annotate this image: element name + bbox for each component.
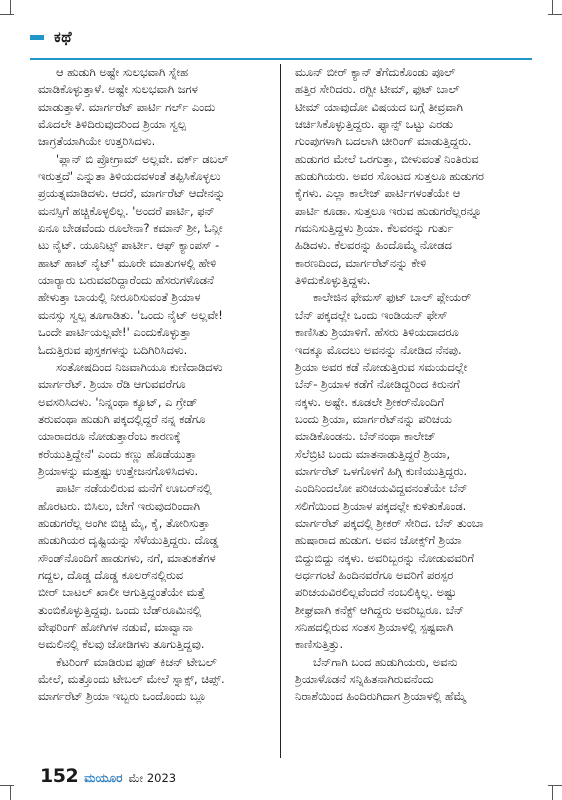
crop-mark-top-left (10, 0, 11, 14)
paragraph: ಆ ಹುಡುಗಿ ಅಷ್ಟೇ ಸುಲಭವಾಗಿ ಸ್ನೇಹ ಮಾಡಿಕೊಳ್ಳುತ್ತಾಳೆ. ಅಷ್ಟೇ ಸುಲಭವಾಗಿ ಜಗಳ ಮಾಡುತ್ತಾಳೆ. ಮಾರ್ಗರೆಟ್ ಪಾರ್ಟಿ ಗರ್ಲ್ ಎಂದು ಮೊದಲೇ ತಿಳಿದಿರುವುದರಿಂದ ಶ್ರಿಯಾ ಸ್ವಲ್ಪ ಜಾಗ್ರತೆಯಾಗಿಯೇ ಉತ್ತರಿಸಿದಳು. (38, 65, 216, 149)
paragraph: ಸಂತೋಷದಿಂದ ನಿಜವಾಗಿಯೂ ಕುಣಿದಾಡಿದಳು ಮಾರ್ಗರೆಟ್. ಶ್ರಿಯಾ ರೆಡಿ ಆಗುವವರೆಗೂ ಅವಸರಿಸಿದಳು. 'ನಿನ್ನಂಥಾ ಕ್ಯೂಟ್, ಎ ಗ್ರೇಡ್ ತರುವಂಥಾ ಹುಡುಗಿ ಪಕ್ಕದಲ್ಲಿದ್ದರೆ ನನ್ನ ಕಡೆಗೂ ಯಾರಾದರೂ ನೋಡುತ್ತಾರೆಂಬ ಕಾರಣಕ್ಕೆ ಕರೆಯುತ್ತಿದ್ದೇನೆ' ಎಂದು ಕಣ್ಣು ಹೊಡೆಯುತ್ತಾ ಶ್ರಿಯಾಳನ್ನು ಮತ್ತಷ್ಟು ಉತ್ತೇಜನಗೊಳಿಸಿದಳು. (38, 359, 223, 478)
text-column-right (295, 64, 527, 758)
issue-date: ಮೇ 2023 (128, 771, 177, 785)
accent-bar (30, 35, 44, 40)
text-column-left (38, 64, 270, 758)
column-divider (280, 64, 281, 758)
paragraph: ಬೆನ್‌ಗಾಗಿ ಬಂದ ಹುಡುಗಿಯರು, ಅವನು ಶ್ರಿಯಾಳೊಡನೆ ಸನ್ನಿಹಿತನಾಗಿರುವನೆಂದು ನಿರಾಶೆಯಿಂದ ಹಿಂದಿರುಗಿದಾಗ ಶ್ರಿಯಾಳಲ್ಲಿ ಹೆಮ್ಮೆ (295, 654, 467, 704)
paragraph: ಪಾರ್ಟಿ ನಡೆಯಲಿರುವ ಮನೆಗೆ ಊಬರ್‌ನಲ್ಲಿ ಹೊರಟರು. ಬಿಸಿಲು, ಬೇಗೆ ಇರುವುದರಿಂದಾಗಿ ಹುಡುಗರೆಲ್ಲ ಅಂಗೀ ಬಿಚ್ಚಿ ಮೈ, ಕೈ, ತೋರಿಸುತ್ತಾ ಹುಡುಗಿಯರ ದೃಷ್ಟಿಯನ್ನು ಸೆಳೆಯುತ್ತಿದ್ದರು. ದೊಡ್ಡ ಸೌಂಡ್‌ನೊಂದಿಗೆ ಹಾಡುಗಳು, ನಗೆ, ಮಾತುಕತೆಗಳ ಗದ್ದಲ, ದೊಡ್ಡ ದೊಡ್ಡ ಕೂಲರ್‌ನಲ್ಲಿರುವ ಬೀರ್ ಬಾಟಲ್ ಖಾಲೀ ಆಗುತ್ತಿದ್ದಂತೆಯೇ ಮತ್ತೆ ತುಂಬಿಕೊಳ್ಳುತ್ತಿದ್ದವು. ಒಂದು ಬೆಡ್‌ರೂಮಿನಲ್ಲಿ ವೇಫರಿಂಗ್ ಹೋಗಿಗಳ ನಡುವೆ, ಮಾವ್ವಾನಾ ಅಮಲಿನಲ್ಲಿ ಕೆಲವು ಜೋಡಿಗಳು ತೂಗುತ್ತಿದ್ದವು. (38, 481, 219, 652)
paragraph: ಕಾಲೇಜಿನ ಫೇಮಸ್ ಫುಟ್ ಬಾಲ್ ಪ್ಲೇಯರ್ ಬೆನ್ ಪಕ್ಕದಲ್ಲೇ ಒಂದು ಇಂಡಿಯನ್ ಫೇಸ್ ಕಾಣಿಸಿತು ಶ್ರಿಯಾಳಿಗೆ. ಹೆಸರು ತಿಳಿಯದಾದರೂ ಇದಕ್ಕೂ ಮೊದಲು ಅವನನ್ನು ನೋಡಿದ ನೆನಪು. ಶ್ರಿಯಾ ಅವರ ಕಡೆ ನೋಡುತ್ತಿರುವ ಸಮಯದಲ್ಲೇ ಬೆನ್- ಶ್ರಿಯಾಳ ಕಡೆಗೆ ನೋಡಿದ್ದರಿಂದ ಕಿರುನಗೆ ನಕ್ಕಳು. ಅಷ್ಟೇ. ಕೂಡಲೇ ಶ್ರೀಕರ್‌ನೊಂದಿಗೆ ಬಂದು ಶ್ರಿಯಾ, ಮಾರ್ಗರೆಟ್‌ನನ್ನು ಪರಿಚಯ ಮಾಡಿಕೊಂಡನು. ಬೆನ್‌ನಂಥಾ ಕಾಲೇಜ್ ಸೆಲೆಬ್ರಿಟಿ ಬಂದು ಮಾತನಾಡುತ್ತಿದ್ದರೆ ಶ್ರಿಯಾ, ಮಾರ್ಗರೆಟ್ ಒಳಗೊಳಗೆ ಹಿಗ್ಗಿ ಕುಣಿಯುತ್ತಿದ್ದರು. ಎಂದಿನಿಂದಲೋ ಪರಿಚಯವಿದ್ದವನಂತೆಯೇ ಬೆನ್ ಸಲಿಗೆಯಿಂದ ಶ್ರಿಯಾಳ ಪಕ್ಕದಲ್ಲೇ ಕುಳಿತುಕೊಂಡ. ಮಾರ್ಗರೆಟ್ ಪಕ್ಕದಲ್ಲಿ ಶ್ರೀಕರ್ ಸೇರಿದ. ಬೆನ್ ತುಂಬಾ ಹುಷಾರಾದ ಹುಡುಗ. ಅವನ ಜೋಕ್ಸ್‌ಗೆ ಶ್ರಿಯಾ ಬಿದ್ದುಬಿದ್ದು ನಕ್ಕಳು. ಅವರಿಬ್ಬರನ್ನು ನೋಡುವವರಿಗೆ ಅರ್ಧಗಂಟೆ ಹಿಂದಿನವರೆಗೂ ಅವರಿಗೆ ಪರಸ್ಪರ ಪರಿಚಯವಿರಲಿಲ್ಲವೆಂದರೆ ನಂಬಲಿಕ್ಕಿಲ್ಲ. ಅಷ್ಟು ಶೀಘ್ರವಾಗಿ ಕನೆಕ್ಟ್ ಆಗಿದ್ದರು ಅವರಿಬ್ಬರೂ. ಬೆನ್ ಸನಿಹದಲ್ಲಿರುವ ಸಂತಸ ಶ್ರಿಯಾಳಲ್ಲಿ ಸ್ಪಷ್ಟವಾಗಿ ಕಾಣಿಸುತ್ತಿತ್ತು. (295, 290, 484, 652)
crop-mark-bottom-left-h (0, 785, 14, 786)
crop-mark-top-left-h (0, 14, 14, 15)
crop-mark-bottom-right (552, 786, 553, 800)
paragraph: ಮೂನ್ ಬೀರ್ ಕ್ಯಾನ್ ತೆಗೆದುಕೊಂಡು ಪೂಲ್ ಹತ್ತಿರ ಸೇರಿದರು. ರಗ್ಬೀ ಟೀಮ್, ಫುಟ್ ಬಾಲ್ ಟೀಮ್ ಯಾವುದೋ ವಿಷಯದ ಬಗ್ಗೆ ತೀವ್ರವಾಗಿ ಚರ್ಚಿಸಿಕೊಳ್ಳುತ್ತಿದ್ದರು. ಫ್ಯಾನ್ಸ್ ಒಟ್ಟು ಎರಡು ಗುಂಪುಗಳಾಗಿ ಬದಲಾಗಿ ಚೀರಿಂಗ್ ಮಾಡುತ್ತಿದ್ದರು. ಹುಡುಗರ ಮೇಲೆ ಒರಗುತ್ತಾ, ಬೀಳುವಂತೆ ನಿಂತಿರುವ ಹುಡುಗಿಯರು. ಅವರ ಸೊಂಟದ ಸುತ್ತಲೂ ಹುಡುಗರ ಕೈಗಳು. ಎಲ್ಲಾ ಕಾಲೇಜ್ ಪಾರ್ಟಿಗಳಂತೆಯೇ ಆ ಪಾರ್ಟಿ ಕೂಡಾ. ಸುತ್ತಲೂ ಇರುವ ಹುಡುಗರೆಲ್ಲರನ್ನೂ ಗಮನಿಸುತ್ತಿದ್ದಳು ಶ್ರಿಯಾ. ಕೆಲವರನ್ನು ಗುರ್ತು ಹಿಡಿದಳು. ಕೆಲವರನ್ನು ಹಿಂದೊಮ್ಮೆ ನೋಡದ ಕಾರಣದಿಂದ, ಮಾರ್ಗರೆಟ್‌ನನ್ನು ಕೇಳಿ ತಿಳಿದುಕೊಳ್ಳುತ್ತಿದ್ದಳು. (295, 65, 484, 288)
crop-mark-bottom-right-h (548, 785, 562, 786)
paragraph: ಕೆಟರಿಂಗ್ ಮಾಡಿರುವ ಫುಡ್ ಕಿಚನ್ ಟೇಬಲ್ ಮೇಲೆ, ಮತ್ತೊಂದು ಟೇಬಲ್ ಮೇಲೆ ಸ್ನಾಕ್ಸ್, ಚಿಪ್ಸ್. ಮಾರ್ಗರೆಟ್ ಶ್ರಿಯಾ ಇಬ್ಬರು ಒಂದೊಂದು ಬ್ಲೂ (38, 654, 225, 704)
header-rule (30, 58, 532, 60)
crop-mark-top-right (552, 0, 553, 14)
page-number: 152 (40, 765, 79, 787)
section-title: ಕಥೆ (54, 28, 73, 46)
crop-mark-top-right-h (548, 14, 562, 15)
crop-mark-bottom-left (10, 786, 11, 800)
paragraph: 'ಪ್ಲಾನ್ ಬಿ ಪ್ರೋಗ್ರಾಮ್ ಅಲ್ಲವೇ. ವರ್ಕ್ ಡಬಲ್ ಇರುತ್ತದೆ' ಎನ್ನುತಾ ತಿಳಿಯದವಳಂತೆ ತಪ್ಪಿಸಿಕೊಳ್ಳಲು ಪ್ರಯತ್ನಮಾಡಿದಳು. ಆದರೆ, ಮಾರ್ಗರೆಟ್ ಆದೇನನ್ನು ಮನಸ್ಸಿಗೆ ಹಚ್ಚಿಕೊಳ್ಳಲಿಲ್ಲ. 'ಅಂದರೆ ಪಾರ್ಟಿ, ಫನ್ ಏನೂ ಬೇಡವೆಂದು ರೂಲೇನಾ? ಕಮಾನ್ ಶ್ರೀ, ಓನ್ಲೀ ಟು ನೈಟ್. ಯೂನಿಟ್ಸ್ ಪಾರ್ಟೀ. ಆಫ್ ಕ್ಯಾಂಪಸ್ - ಹಾಟ್ ಹಾಟ್ ನೈಟ್' ಮೂರೇ ಮಾತುಗಳಲ್ಲಿ ಹೇಳಿ ಯಾರ್‍ಯಾರು ಬರುವವರಿದ್ದಾರೆಂದು ಹೆಸರುಗಳೊಡನೆ ಹೇಳುತ್ತಾ ಬಾಯಲ್ಲಿ ನೀರೂರಿಸುವಂತೆ ಶ್ರಿಯಾಳ ಮನಸ್ಸು ಸ್ವಲ್ಪ ತೂಗಾಡಿತು. 'ಒಂದು ನೈಟ್ ಅಲ್ಲವೇ! ಒಂದೇ ಪಾರ್ಟಿಯಲ್ಲವೇ!' ಎಂದುಕೊಳ್ಳುತ್ತಾ ಓದುತ್ತಿರುವ ಪುಸ್ತಕಗಳನ್ನು ಬದಿಗಿರಿಸಿದಳು. (38, 151, 229, 357)
section-header (30, 28, 72, 46)
page-footer (40, 765, 176, 787)
magazine-name: ಮಯೂರ (84, 771, 123, 785)
